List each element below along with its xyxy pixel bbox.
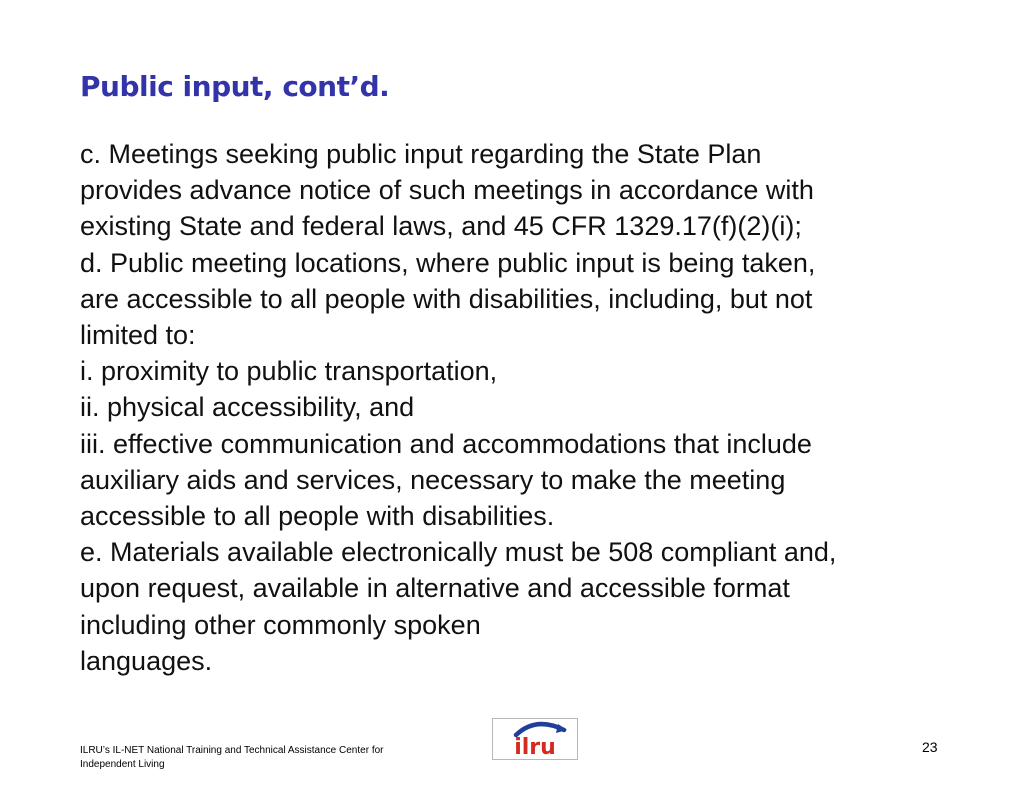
body-line: accessible to all people with disabilities. — [80, 501, 555, 532]
body-line: auxiliary aids and services, necessary to make the meeting — [80, 464, 786, 495]
slide-body — [80, 136, 960, 679]
body-line: limited to: — [80, 320, 196, 351]
body-line: iii. effective communication and accommodations that include — [80, 428, 812, 459]
footer-organization — [80, 744, 384, 772]
ilru-logo — [492, 718, 578, 760]
body-line: e. Materials available electronically must be 508 compliant and, — [80, 537, 837, 568]
body-line: upon request, available in alternative and accessible format — [80, 573, 790, 604]
footer-org-line: Independent Living — [80, 759, 165, 770]
body-line: existing State and federal laws, and 45 CFR 1329.17(f)(2)(i); — [80, 211, 802, 242]
body-line: provides advance notice of such meetings in accordance with — [80, 175, 814, 206]
body-line: ii. physical accessibility, and — [80, 392, 415, 423]
page-number: 23 — [922, 739, 938, 755]
footer-org-line: ILRU’s IL-NET National Training and Technical Assistance Center for — [80, 745, 384, 756]
body-line: i. proximity to public transportation, — [80, 356, 498, 387]
body-line: including other commonly spoken — [80, 609, 481, 640]
body-line: c. Meetings seeking public input regarding the State Plan — [80, 139, 762, 169]
body-line: languages. — [80, 645, 213, 676]
body-line: are accessible to all people with disabilities, including, but not — [80, 283, 813, 314]
logo-wordmark: ilru — [514, 735, 556, 760]
slide-title: Public input, cont’d. — [80, 70, 390, 103]
body-line: d. Public meeting locations, where public input is being taken, — [80, 247, 816, 278]
